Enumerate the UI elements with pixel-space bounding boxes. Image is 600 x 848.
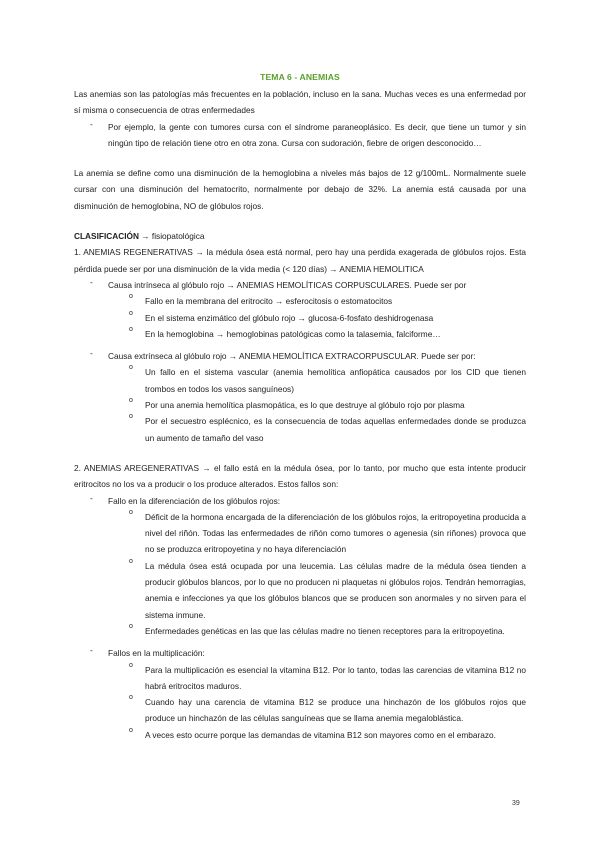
clasificacion-heading xyxy=(74,228,526,244)
aregen-diferenciacion-text: Fallo en la diferenciación de los glóbulos rojos: xyxy=(108,495,281,506)
page-number: 39 xyxy=(512,800,520,807)
clasificacion-rest: → fisiopatológica xyxy=(139,231,205,242)
list-item xyxy=(74,509,526,558)
list-item xyxy=(74,326,526,342)
list-item-text: A veces esto ocurre porque las demandas de vitamina B12 son mayores como en el embarazo. xyxy=(145,729,496,740)
document-body xyxy=(74,86,526,743)
list-item-text: Déficit de la hormona encargada de la diferenciación de los glóbulos rojos, la eritropoyetina producida a nivel del riñón. Todas las enfermedades de riñón como tumores o agenesia (sin riñones) provoca que no se produzca eritropoyetina y no haya diferenciación xyxy=(145,511,526,555)
dash-marker: - xyxy=(90,276,93,287)
regen-intrinseca xyxy=(74,277,526,293)
list-item xyxy=(74,727,526,743)
regen-intrinseca-text: Causa intrínseca al glóbulo rojo → ANEMIAS HEMOLÍTICAS CORPUSCULARES. Puede ser por xyxy=(108,279,467,290)
circle-marker: o xyxy=(129,661,133,669)
list-item-text: Fallo en la membrana del eritrocito → esferocitosis o estomatocitos xyxy=(145,296,393,307)
aregen-diferenciacion xyxy=(74,493,526,509)
list-item-text: Cuando hay una carencia de vitamina B12 se produce una hinchazón de los glóbulos rojos que produce un hinchazón de las células sanguíneas que se llama anemia megaloblástica. xyxy=(145,697,526,724)
circle-marker: o xyxy=(129,622,133,630)
intro-bullet-text: Por ejemplo, la gente con tumores cursa con el síndrome paraneoplásico. Es decir, que tiene un tumor y sin ningún tipo de relación tiene otro en otra zona. Cursa con sudoración, fiebre de origen desconocido… xyxy=(108,121,526,148)
dash-marker: - xyxy=(90,118,93,129)
circle-marker: o xyxy=(129,325,133,333)
list-item xyxy=(74,364,526,397)
circle-marker: o xyxy=(129,293,133,301)
aregen-intro: 2. ANEMIAS AREGENERATIVAS → el fallo está en la médula ósea, por lo tanto, por mucho que esta intente producir eritrocitos no los va a producir o los produce alterados. Estos fallos son: xyxy=(74,462,526,490)
list-item xyxy=(74,662,526,695)
list-item xyxy=(74,413,526,446)
list-item-text: Por una anemia hemolítica plasmopática, es lo que destruye al glóbulo rojo por plasma xyxy=(145,400,465,411)
clasificacion-label: CLASIFICACIÓN xyxy=(74,231,139,242)
circle-marker: o xyxy=(129,397,133,405)
circle-marker: o xyxy=(129,508,133,516)
list-item xyxy=(74,397,526,413)
list-item-text: La médula ósea está ocupada por una leucemia. Las células madre de la médula ósea tienden a producir glóbulos blancos, por lo que no producen ni plaquetas ni glóbulos rojos. Tendrán hemorragias, anemia e infecciones ya que los glóbulos blancos que se producen son anormales y no sirven para el sistema inmune. xyxy=(145,560,526,620)
definition-paragraph: La anemia se define como una disminución de la hemoglobina a niveles más bajos de 12 g/100mL. Normalmente suele cursar con una disminución del hematocrito, normalmente por debajo de 32%. La anemia está causada por una disminución de hemoglobina, NO de glóbulos rojos. xyxy=(74,168,526,211)
circle-marker: o xyxy=(129,694,133,702)
circle-marker: o xyxy=(129,309,133,317)
list-item-text: En la hemoglobina → hemoglobinas patológicas como la talasemia, falciforme… xyxy=(145,328,441,339)
regen-extrinseca-text: Causa extrínseca al glóbulo rojo → ANEMIA HEMOLÍTICA EXTRACORPUSCULAR. Puede ser por: xyxy=(108,351,476,362)
list-item-text: En el sistema enzimático del glóbulo rojo → glucosa-6-fosfato deshidrogenasa xyxy=(145,312,434,323)
page-title: TEMA 6 - ANEMIAS xyxy=(260,72,340,82)
regen-extrinseca xyxy=(74,348,526,364)
dash-marker: - xyxy=(90,492,93,503)
list-item xyxy=(74,310,526,326)
intro-paragraph: Las anemias son las patologías más frecuentes en la población, incluso en la sana. Muchas veces es una enfermedad por sí misma o consecuencia de otras enfermedades xyxy=(74,89,526,116)
list-item-text: Un fallo en el sistema vascular (anemia hemolítica anfiopática causados por los CID que tienen trombos en todos los vasos sanguíneos) xyxy=(145,367,526,394)
list-item-text: Enfermedades genéticas en las que las células madre no tienen receptores para la eritropoyetina. xyxy=(145,625,505,636)
circle-marker: o xyxy=(129,726,133,734)
list-item-text: Para la multiplicación es esencial la vitamina B12. Por lo tanto, todas las carencias de vitamina B12 no habrá eritrocitos maduros. xyxy=(145,664,526,691)
list-item xyxy=(74,558,526,623)
aregen-multiplicacion-text: Fallos en la multiplicación: xyxy=(108,648,205,659)
list-item-text: Por el secuestro esplécnico, es la consecuencia de todas aquellas enfermedades donde se produzca un aumento de tamaño del vaso xyxy=(145,416,526,443)
circle-marker: o xyxy=(129,364,133,372)
circle-marker: o xyxy=(129,557,133,565)
list-item xyxy=(74,293,526,309)
list-item xyxy=(74,623,526,639)
regen-intro: 1. ANEMIAS REGENERATIVAS → la médula ósea está normal, pero hay una perdida exagerada de glóbulos rojos. Esta pérdida puede ser por una disminución de la vida media (< 120 días) → ANEMIA HEMOLITICA xyxy=(74,247,526,274)
dash-marker: - xyxy=(90,645,93,656)
circle-marker: o xyxy=(129,413,133,421)
list-item xyxy=(74,694,526,727)
dash-marker: - xyxy=(90,348,93,359)
intro-bullet xyxy=(74,119,526,152)
aregen-multiplicacion xyxy=(74,645,526,661)
